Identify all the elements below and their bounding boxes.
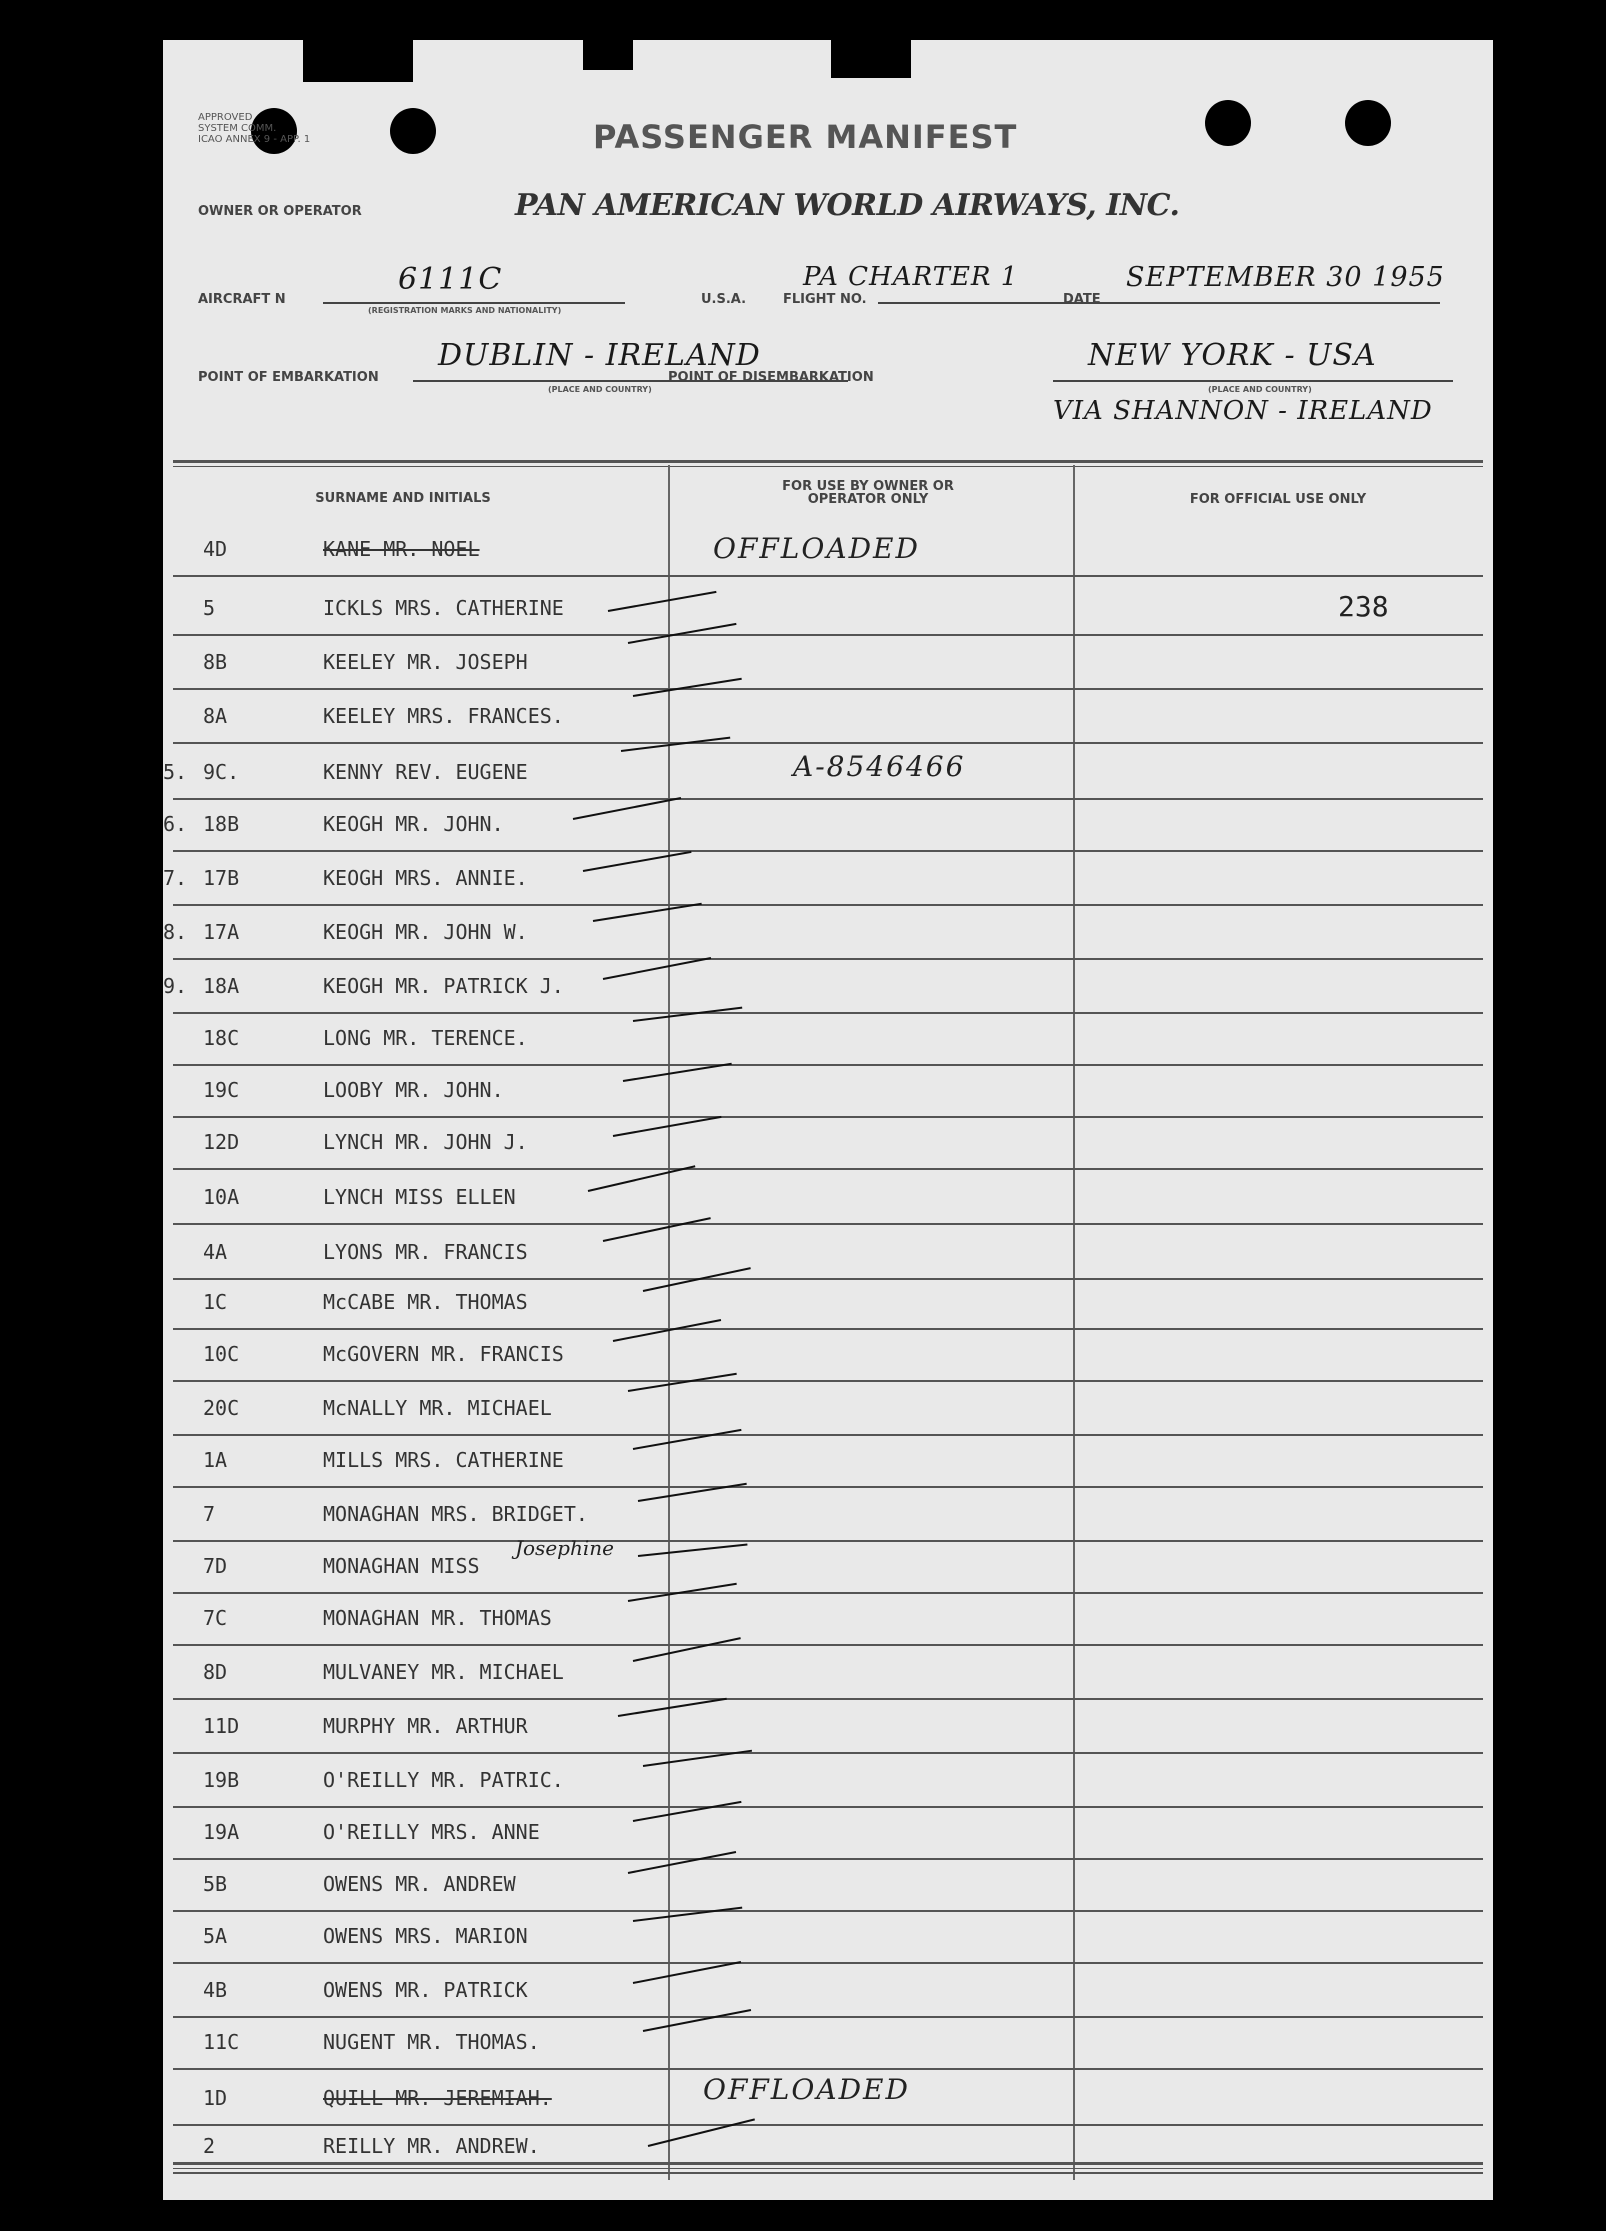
check-mark xyxy=(633,1429,742,1450)
table-row xyxy=(163,1820,1493,1850)
passenger-name: KEOGH MR. JOHN. xyxy=(323,812,504,836)
table-row xyxy=(163,1396,1493,1426)
seat-number: 2 xyxy=(203,2134,216,2158)
owner-note: OFFLOADED xyxy=(703,2073,910,2106)
stamp-line: ICAO ANNEX 9 - APP. 1 xyxy=(198,134,311,145)
owner-label: OWNER OR OPERATOR xyxy=(198,204,362,219)
seat-number: 5A xyxy=(203,1924,228,1948)
place-note: (PLACE AND COUNTRY) xyxy=(548,385,652,394)
row-rule xyxy=(173,958,1483,960)
row-number: 6. xyxy=(163,812,188,836)
row-rule xyxy=(173,1858,1483,1860)
passenger-name: MONAGHAN MRS. BRIDGET. xyxy=(323,1502,588,1526)
row-rule xyxy=(173,2068,1483,2070)
row-rule xyxy=(173,1540,1483,1542)
row-rule xyxy=(173,1116,1483,1118)
row-rule xyxy=(173,1592,1483,1594)
aircraft-label: AIRCRAFT N xyxy=(198,292,286,307)
seat-number: 17A xyxy=(203,920,240,944)
usa-label: U.S.A. xyxy=(701,292,747,307)
row-rule xyxy=(173,2172,1483,2174)
table-row xyxy=(163,1240,1493,1270)
passenger-name: O'REILLY MRS. ANNE xyxy=(323,1820,540,1844)
seat-number: 7C xyxy=(203,1606,228,1630)
table-row xyxy=(163,974,1493,1004)
table-row xyxy=(163,1290,1493,1320)
passenger-name: LYONS MR. FRANCIS xyxy=(323,1240,528,1264)
seat-number: 9C. xyxy=(203,760,240,784)
disembarkation-value: NEW YORK - USA xyxy=(1088,338,1377,373)
document-title: PASSENGER MANIFEST xyxy=(593,118,1018,156)
table-row xyxy=(163,1342,1493,1372)
seat-number: 4D xyxy=(203,537,228,561)
passenger-name: OWENS MR. ANDREW xyxy=(323,1872,516,1896)
aircraft-value: 6111C xyxy=(398,262,503,297)
row-rule xyxy=(173,798,1483,800)
table-row xyxy=(163,920,1493,950)
check-mark xyxy=(633,1637,741,1662)
row-rule xyxy=(173,1168,1483,1170)
table-row xyxy=(163,1768,1493,1798)
passenger-name: OWENS MRS. MARION xyxy=(323,1924,528,1948)
table-row xyxy=(163,1714,1493,1744)
check-mark xyxy=(603,1217,711,1242)
row-rule xyxy=(173,1698,1483,1700)
handwritten-correction: Josephine xyxy=(515,1536,614,1560)
check-mark xyxy=(621,737,730,752)
punch-hole xyxy=(1205,100,1251,146)
row-rule xyxy=(173,1806,1483,1808)
disembarkation-field-line xyxy=(1053,380,1453,382)
seat-number: 4A xyxy=(203,1240,228,1264)
row-number: 9. xyxy=(163,974,188,998)
table-row xyxy=(163,1026,1493,1056)
passenger-name: REILLY MR. ANDREW. xyxy=(323,2134,540,2158)
seat-number: 5B xyxy=(203,1872,228,1896)
punch-hole xyxy=(1345,100,1391,146)
table-row xyxy=(163,750,1493,790)
seat-number: 10C xyxy=(203,1342,240,1366)
passenger-name: McNALLY MR. MICHAEL xyxy=(323,1396,552,1420)
seat-number: 1A xyxy=(203,1448,228,1472)
flight-label: FLIGHT NO. xyxy=(783,292,867,307)
row-number: 8. xyxy=(163,920,188,944)
date-label: DATE xyxy=(1063,292,1101,307)
manifest-sheet xyxy=(163,40,1493,2200)
row-rule xyxy=(173,688,1483,690)
table-row xyxy=(163,1448,1493,1478)
passenger-name: MILLS MRS. CATHERINE xyxy=(323,1448,564,1472)
seat-number: 1C xyxy=(203,1290,228,1314)
check-mark xyxy=(633,1907,742,1922)
row-rule xyxy=(173,1380,1483,1382)
row-rule xyxy=(173,904,1483,906)
table-row xyxy=(163,1872,1493,1902)
passenger-name: KEELEY MR. JOSEPH xyxy=(323,650,528,674)
row-rule xyxy=(173,634,1483,636)
surname-column-header: SURNAME AND INITIALS xyxy=(315,491,491,506)
owner-note: OFFLOADED xyxy=(713,532,920,565)
row-rule xyxy=(173,1278,1483,1280)
stamp-line: SYSTEM COMM. xyxy=(198,123,277,134)
table-row xyxy=(163,1078,1493,1108)
seat-number: 11C xyxy=(203,2030,240,2054)
table-row xyxy=(163,1978,1493,2008)
check-mark xyxy=(613,1319,721,1342)
binding-tab xyxy=(583,40,633,70)
check-mark xyxy=(628,1851,736,1874)
official-note: 238 xyxy=(1338,590,1389,623)
seat-number: 18C xyxy=(203,1026,240,1050)
row-rule xyxy=(173,1064,1483,1066)
binding-tab xyxy=(831,40,911,78)
official-use-column-header: FOR OFFICIAL USE ONLY xyxy=(1189,492,1367,507)
seat-number: 11D xyxy=(203,1714,240,1738)
date-value: SEPTEMBER 30 1955 xyxy=(1126,262,1445,293)
table-row xyxy=(163,1502,1493,1532)
row-rule xyxy=(173,1910,1483,1912)
date-field-line xyxy=(1108,302,1440,304)
row-rule xyxy=(173,1223,1483,1225)
seat-number: 19B xyxy=(203,1768,240,1792)
passenger-name: McGOVERN MR. FRANCIS xyxy=(323,1342,564,1366)
check-mark xyxy=(633,1007,742,1022)
passenger-name: LOOBY MR. JOHN. xyxy=(323,1078,504,1102)
check-mark xyxy=(628,1373,737,1392)
check-mark xyxy=(633,1801,742,1822)
passenger-name: ICKLS MRS. CATHERINE xyxy=(323,596,564,620)
table-bottom-rule xyxy=(173,2162,1483,2165)
disembarkation-label: POINT OF DISEMBARKATION xyxy=(668,370,874,385)
passenger-name: LYNCH MISS ELLEN xyxy=(323,1185,516,1209)
place-note: (PLACE AND COUNTRY) xyxy=(1208,385,1312,394)
seat-number: 7D xyxy=(203,1554,228,1578)
table-row xyxy=(163,2134,1493,2164)
seat-number: 8B xyxy=(203,650,228,674)
row-rule xyxy=(173,575,1483,577)
punch-hole xyxy=(390,108,436,154)
table-row xyxy=(163,532,1493,567)
table-row xyxy=(163,704,1493,734)
table-row xyxy=(163,812,1493,842)
seat-number: 17B xyxy=(203,866,240,890)
passenger-name: KEOGH MR. PATRICK J. xyxy=(323,974,564,998)
passenger-name: QUILL MR. JEREMIAH. xyxy=(323,2086,552,2110)
row-rule xyxy=(173,1434,1483,1436)
row-rule xyxy=(173,1962,1483,1964)
table-row xyxy=(163,1660,1493,1690)
owner-note: A-8546466 xyxy=(793,750,966,783)
table-row xyxy=(163,1185,1493,1215)
passenger-name: KENNY REV. EUGENE xyxy=(323,760,528,784)
via-value: VIA SHANNON - IRELAND xyxy=(1053,396,1433,426)
row-number: 7. xyxy=(163,866,188,890)
row-number: 5. xyxy=(163,760,188,784)
registration-note: (REGISTRATION MARKS AND NATIONALITY) xyxy=(368,306,562,315)
approval-stamp xyxy=(198,112,310,145)
seat-number: 19C xyxy=(203,1078,240,1102)
embarkation-label: POINT OF EMBARKATION xyxy=(198,370,379,385)
row-rule xyxy=(173,2016,1483,2018)
table-row xyxy=(163,1536,1493,1584)
passenger-name: LONG MR. TERENCE. xyxy=(323,1026,528,1050)
table-row xyxy=(163,866,1493,896)
row-rule xyxy=(173,1752,1483,1754)
seat-number: 5 xyxy=(203,596,216,620)
row-rule xyxy=(173,1328,1483,1330)
row-rule xyxy=(173,1486,1483,1488)
passenger-name: MONAGHAN MR. THOMAS xyxy=(323,1606,552,1630)
table-top-rule xyxy=(173,466,1483,467)
owner-use-column-header: FOR USE BY OWNER OR OPERATOR ONLY xyxy=(782,479,954,507)
passenger-name: McCABE MR. THOMAS xyxy=(323,1290,528,1314)
embarkation-value: DUBLIN - IRELAND xyxy=(438,338,761,373)
passenger-name: O'REILLY MR. PATRIC. xyxy=(323,1768,564,1792)
airline-name: PAN AMERICAN WORLD AIRWAYS, INC. xyxy=(515,188,1180,223)
row-rule xyxy=(173,1012,1483,1014)
table-top-rule xyxy=(173,460,1483,463)
table-row xyxy=(163,590,1493,626)
seat-number: 4B xyxy=(203,1978,228,2002)
passenger-name: LYNCH MR. JOHN J. xyxy=(323,1130,528,1154)
binding-tab xyxy=(303,40,413,82)
flight-value: PA CHARTER 1 xyxy=(803,262,1019,292)
table-row xyxy=(163,650,1493,680)
seat-number: 8D xyxy=(203,1660,228,1684)
table-row xyxy=(163,1924,1493,1954)
seat-number: 20C xyxy=(203,1396,240,1420)
passenger-name: MONAGHAN MISS xyxy=(323,1554,480,1578)
passenger-name: OWENS MR. PATRICK xyxy=(323,1978,528,2002)
seat-number: 19A xyxy=(203,1820,240,1844)
row-rule xyxy=(173,1644,1483,1646)
aircraft-field-line xyxy=(323,302,625,304)
stamp-line: APPROVED xyxy=(198,112,253,123)
passenger-name: KANE MR. NOEL xyxy=(323,537,480,561)
check-mark xyxy=(643,2009,751,2032)
passenger-name: KEOGH MRS. ANNIE. xyxy=(323,866,528,890)
passenger-name: MULVANEY MR. MICHAEL xyxy=(323,1660,564,1684)
passenger-name: MURPHY MR. ARTHUR xyxy=(323,1714,528,1738)
table-row xyxy=(163,1606,1493,1636)
seat-number: 10A xyxy=(203,1185,240,1209)
passenger-name: KEELEY MRS. FRANCES. xyxy=(323,704,564,728)
seat-number: 8A xyxy=(203,704,228,728)
table-row xyxy=(163,2073,1493,2116)
seat-number: 12D xyxy=(203,1130,240,1154)
seat-number: 7 xyxy=(203,1502,216,1526)
row-rule xyxy=(173,2124,1483,2126)
row-rule xyxy=(173,850,1483,852)
passenger-name: NUGENT MR. THOMAS. xyxy=(323,2030,540,2054)
table-row xyxy=(163,1130,1493,1160)
seat-number: 18A xyxy=(203,974,240,998)
row-rule xyxy=(173,742,1483,744)
seat-number: 18B xyxy=(203,812,240,836)
seat-number: 1D xyxy=(203,2086,228,2110)
table-row xyxy=(163,2030,1493,2060)
passenger-name: KEOGH MR. JOHN W. xyxy=(323,920,528,944)
table-bottom-rule xyxy=(173,2168,1483,2169)
